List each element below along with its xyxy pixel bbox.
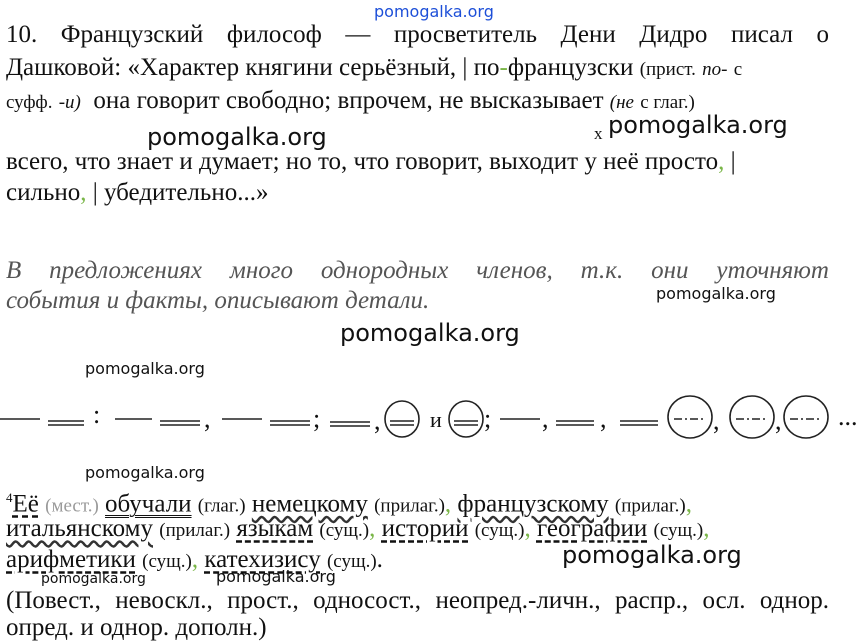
word: итальянскому [6, 515, 153, 542]
watermark: pomogalka.org [340, 319, 520, 347]
separator-mark: | [730, 148, 736, 175]
watermark: pomogalka.org [374, 2, 494, 21]
pos-note: (сущ.) [653, 520, 704, 541]
scheme-comma: , [713, 406, 720, 435]
scheme-comma: , [775, 406, 782, 435]
comma-mark: , [524, 515, 531, 542]
grammar-note: -и) [58, 92, 81, 113]
scheme-semicolon: ; [313, 404, 321, 433]
pos-note: (прилаг.) [159, 520, 231, 541]
pos-note: (сущ.) [326, 551, 377, 572]
comma-mark: , [703, 515, 710, 542]
grammar-note: с глаг.) [640, 92, 695, 113]
watermark: pomogalka.org [562, 541, 742, 569]
grammar-note: суфф. [6, 92, 53, 113]
footnote-sup: 4 [6, 490, 13, 505]
pos-note: (сущ.) [142, 551, 192, 572]
comma-mark: , [191, 546, 199, 573]
grammar-note: по- [702, 59, 728, 80]
scheme-comma: , [204, 404, 211, 433]
period-mark: . [376, 546, 383, 573]
comma-mark: , [369, 515, 376, 542]
task-line-4 [6, 147, 829, 177]
scheme-semicolon: ; [484, 404, 492, 433]
grammar-note: (прист. [639, 59, 696, 80]
word: французскому [457, 490, 609, 518]
comma-mark: , [444, 490, 452, 518]
comma-mark: , [718, 148, 725, 175]
word: Её [12, 490, 39, 518]
watermark: pomogalka.org [41, 571, 146, 587]
x-mark: x [594, 124, 603, 143]
word: географии [536, 515, 648, 542]
watermark: pomogalka.org [656, 284, 776, 303]
scheme-comma: , [600, 404, 607, 433]
pos-note: (прилаг.) [374, 495, 445, 517]
comma-mark: , [685, 490, 692, 518]
scheme-comma: , [374, 406, 381, 435]
watermark: pomogalka.org [147, 123, 327, 151]
task-text: | убедительно...» [92, 179, 269, 206]
watermark: pomogalka.org [85, 359, 205, 378]
watermark: pomogalka.org [85, 463, 205, 482]
scheme-and: и [430, 407, 442, 432]
pos-note: (прилаг.) [614, 495, 686, 517]
scheme-colon: : [93, 400, 101, 429]
analysis-line-1: (Повест., невоскл., прост., односост., неопред.-личн., распр., осл. однор. [6, 587, 829, 614]
comma-mark: , [80, 179, 87, 206]
word: арифметики [6, 546, 136, 573]
sentence-scheme [0, 395, 865, 445]
explanation-line-2: события и факты, описывают детали. [6, 287, 430, 314]
task-text: всего, что знает и думает; но то, что говорит, выходит у неё просто [6, 148, 719, 175]
task-line-1: 10. Французский философ — просветитель Дени Дидро писал о [6, 21, 829, 48]
task-text: Дашковой: «Характер княгини серьёзный, | по [6, 54, 500, 81]
explanation-line-1: В предложениях много однородных членов, т.к. они уточняют [6, 257, 829, 284]
task-text: французски [507, 54, 634, 81]
watermark: pomogalka.org [216, 567, 336, 586]
hyphen-mark: - [499, 54, 508, 81]
task-line-2 [6, 53, 829, 85]
word: немецкому [251, 490, 368, 518]
analysis-line-2: опред. и однор. дополн.) [6, 614, 267, 641]
pos-note: (сущ.) [474, 520, 525, 541]
task-text: она говорит свободно; впрочем, не высказывает [93, 87, 604, 114]
task-line-5 [6, 178, 268, 208]
scheme-comma: , [542, 404, 549, 433]
word: языкам [236, 515, 314, 542]
word: обучали [105, 490, 192, 518]
grammar-note: (не [609, 92, 634, 113]
watermark: pomogalka.org [608, 111, 788, 139]
grammar-note: с [733, 59, 743, 80]
pos-note: (мест.) [45, 495, 99, 517]
word: катехизису [204, 546, 321, 573]
word: истории [381, 515, 469, 542]
pos-note: (сущ.) [319, 520, 370, 541]
task-text: сильно [6, 179, 81, 206]
pos-note: (глаг.) [197, 495, 246, 517]
scheme-ellipsis: ... [838, 402, 858, 431]
